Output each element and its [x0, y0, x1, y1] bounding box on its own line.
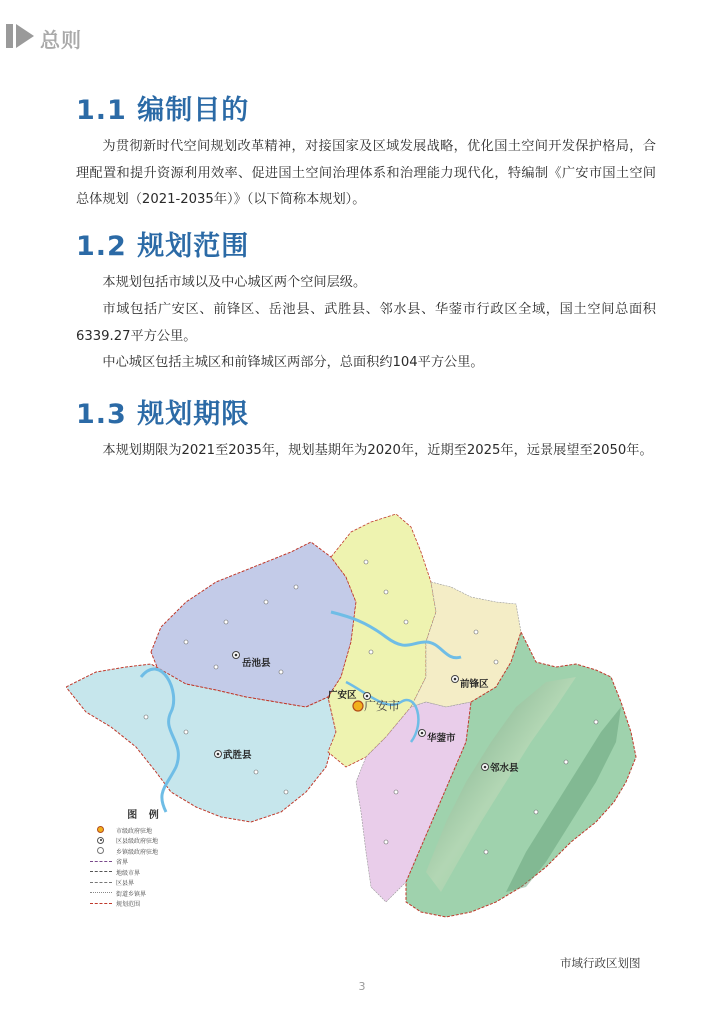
- legend-item-city-seat: [90, 825, 200, 835]
- legend-item-county-seat: [90, 836, 200, 846]
- town-seat-symbol-icon: [90, 847, 112, 855]
- legend-label: 市级政府驻地: [116, 827, 153, 835]
- legend-label: 区县界: [116, 880, 135, 887]
- legend-item-province-boundary: [90, 857, 200, 867]
- legend-item-town-boundary: [90, 888, 200, 898]
- legend-item-county-boundary: [90, 878, 200, 888]
- town-boundary-line-icon: [90, 889, 112, 897]
- section-1-2-paragraph-2: 市域包括广安区、前锋区、岳池县、武胜县、邻水县、华蓥市行政区全域，国土空间总面积6339.27平方公里。: [76, 302, 656, 344]
- city-seat-symbol-icon: [90, 826, 112, 834]
- section-title-1-1: 1.1 编制目的: [76, 95, 250, 126]
- label-yuechi: 岳池县: [242, 658, 271, 669]
- chapter-marker-icon: [6, 22, 36, 52]
- map-legend: [90, 806, 200, 909]
- label-wusheng: 武胜县: [223, 750, 252, 761]
- label-huaying: 华蓥市: [427, 733, 456, 744]
- section-title-1-3: 1.3 规划期限: [76, 399, 250, 430]
- page-header: [0, 0, 724, 72]
- label-qianfeng: 前锋区: [460, 679, 489, 690]
- province-boundary-line-icon: [90, 858, 112, 866]
- legend-label: 地级市界: [116, 869, 141, 877]
- legend-label: 区县级政府驻地: [116, 838, 159, 845]
- legend-label: 规划范围: [116, 901, 141, 908]
- label-guangan-city: 广安市: [364, 699, 401, 713]
- figure-caption: 市域行政区划图: [560, 956, 641, 970]
- legend-item-planning-area: [90, 899, 200, 909]
- section-1-2-paragraph-1: 本规划包括市域以及中心城区两个空间层级。: [102, 275, 367, 290]
- legend-label: 省界: [116, 859, 129, 866]
- legend-item-city-boundary: [90, 867, 200, 877]
- county-boundary-line-icon: [90, 879, 112, 887]
- planning-area-line-icon: [90, 900, 112, 908]
- city-seat-icon: [353, 701, 363, 711]
- section-1-3-paragraph: 本规划期限为2021至2035年，规划基期年为2020年，近期至2025年，远景展望至2050年。: [102, 443, 653, 458]
- legend-title: 图 例: [127, 810, 163, 821]
- label-guangan-district: 广安区: [328, 690, 357, 701]
- county-seat-symbol-icon: [90, 837, 112, 845]
- section-1-1-paragraph: 为贯彻新时代空间规划改革精神，对接国家及区域发展战略，优化国土空间开发保护格局，合理配置和提升资源利用效率、促进国土空间治理体系和治理能力现代化，特编制《广安市国土空间总体规划（2021-2035年）》（以下简称本规划）。: [76, 139, 656, 207]
- label-linshui: 邻水县: [490, 763, 519, 774]
- legend-label: 街道乡镇界: [116, 890, 147, 898]
- page-number: 3: [358, 980, 366, 993]
- section-1-2-paragraph-3: 中心城区包括主城区和前锋城区两部分，总面积约104平方公里。: [102, 355, 484, 370]
- section-title-1-2: 1.2 规划范围: [76, 231, 250, 262]
- chapter-title: 总则: [40, 28, 82, 52]
- legend-item-town-seat: [90, 846, 200, 856]
- city-boundary-line-icon: [90, 868, 112, 876]
- legend-label: 乡镇级政府驻地: [116, 848, 159, 856]
